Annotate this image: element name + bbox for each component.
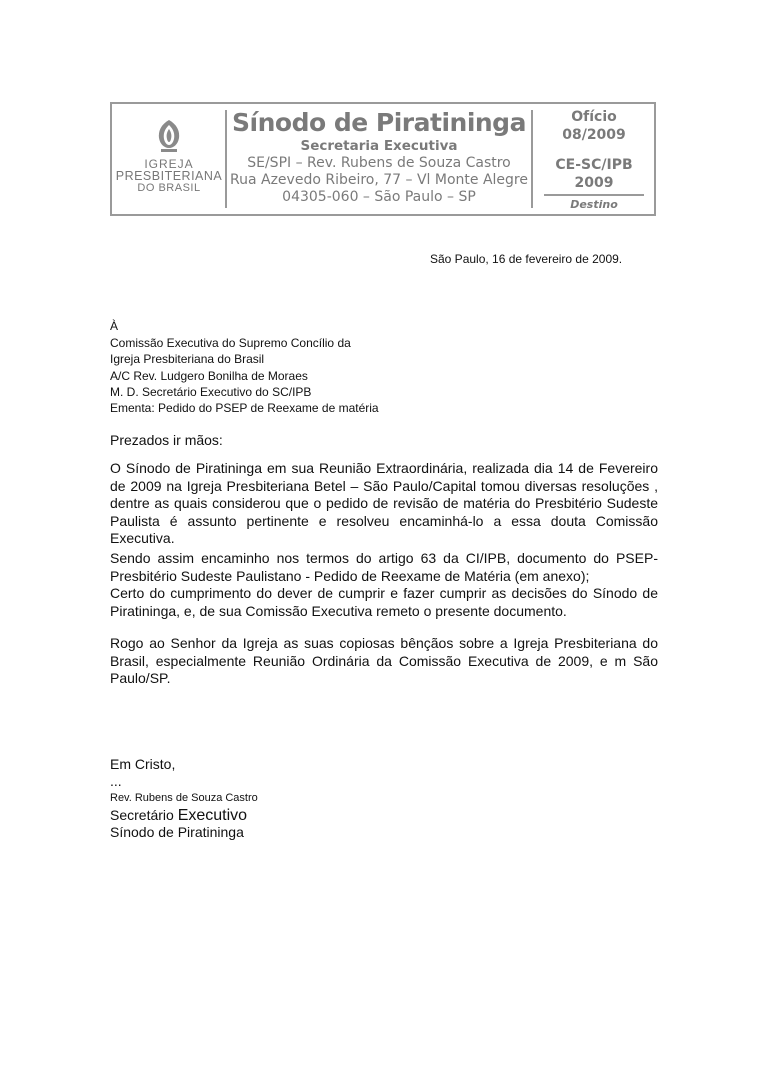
signer-title-a: Secretário [110,807,174,823]
letterhead-divider [225,110,227,208]
letter-date: São Paulo, 16 de fevereiro de 2009. [430,252,623,266]
letterhead-center [230,108,528,206]
salutation: Prezados ir mãos: [110,432,223,448]
signer-name: Rev. Rubens de Souza Castro [110,792,258,804]
paragraph-2 [110,550,658,620]
paragraph-2b: Certo do cumprimento do dever de cumprir e fazer cumprir as decisões do Sínodo de Piratininga, e, de sua Comissão Executiva remeto o presente documento. [110,585,658,619]
logo-line-1: IGREJA [144,157,194,171]
address-line-2: Igreja Presbiteriana do Brasil [110,352,265,366]
address-line-1: Comissão Executiva do Supremo Concílio da [110,335,351,350]
secretary-line: SE/SPI – Rev. Rubens de Souza Castro [247,155,511,171]
closing-greeting: Em Cristo, [110,756,176,772]
closing-block [110,756,258,841]
letterhead [110,102,656,216]
ementa: Ementa: Pedido do PSEP de Reexame de matéria [110,401,379,415]
address-block [110,318,351,401]
oficio-label: Ofício [571,109,617,125]
oficio-number: 08/2009 [562,127,626,143]
signer-title [110,807,258,824]
street-address: Rua Azevedo Ribeiro, 77 – Vl Monte Alegre [230,172,528,188]
letterhead-reference [536,108,652,212]
logo-line-2: PRESBITERIANA [115,169,223,183]
destination-label: Destino [570,198,618,211]
reference-rule [544,194,644,196]
address-line-4: M. D. Secretário Executivo do SC/IPB [110,385,312,399]
synod-title: Sínodo de Piratininga [232,108,526,137]
closing-ellipsis: ... [110,773,122,789]
burning-bush-icon [152,118,186,154]
paragraph-2a: Sendo assim encaminho nos termos do artigo 63 da CI/IPB, documento do PSEP-Presbitério Sudeste Paulistano - Pedido de Reexame de Matéria (em anexo); [110,550,658,584]
logo-line-3: DO BRASIL [137,181,201,194]
destination-code: CE-SC/IPB 2009 [555,157,633,191]
paragraph-3: Rogo ao Senhor da Igreja as suas copiosas bênçãos sobre a Igreja Presbiteriana do Brasil, especialmente Reunião Ordinária da Comissão Executiva de 2009, e m São Paulo/SP. [110,635,658,687]
address-line-3: A/C Rev. Ludgero Bonilha de Moraes [110,368,308,383]
secretariat-subtitle: Secretaria Executiva [300,138,458,154]
signer-title-b: Executivo [177,807,248,824]
letterhead-divider [531,110,533,208]
postal-address: 04305-060 – São Paulo – SP [282,189,476,205]
address-to: À [110,319,119,333]
signer-organization: Sínodo de Piratininga [110,824,244,840]
paragraph-1: O Sínodo de Piratininga em sua Reunião Extraordinária, realizada dia 14 de Fevereiro de 2009 na Igreja Presbiteriana Betel – São Paulo/Capital tomou diversas resoluções , dentre as quais considerou que o pedido de revisão de matéria do Presbitério Sudeste Paulista é assunto pertinente e resolveu encaminhá-lo a essa douta Comissão Executiva. [110,460,658,547]
church-logo [114,110,224,214]
